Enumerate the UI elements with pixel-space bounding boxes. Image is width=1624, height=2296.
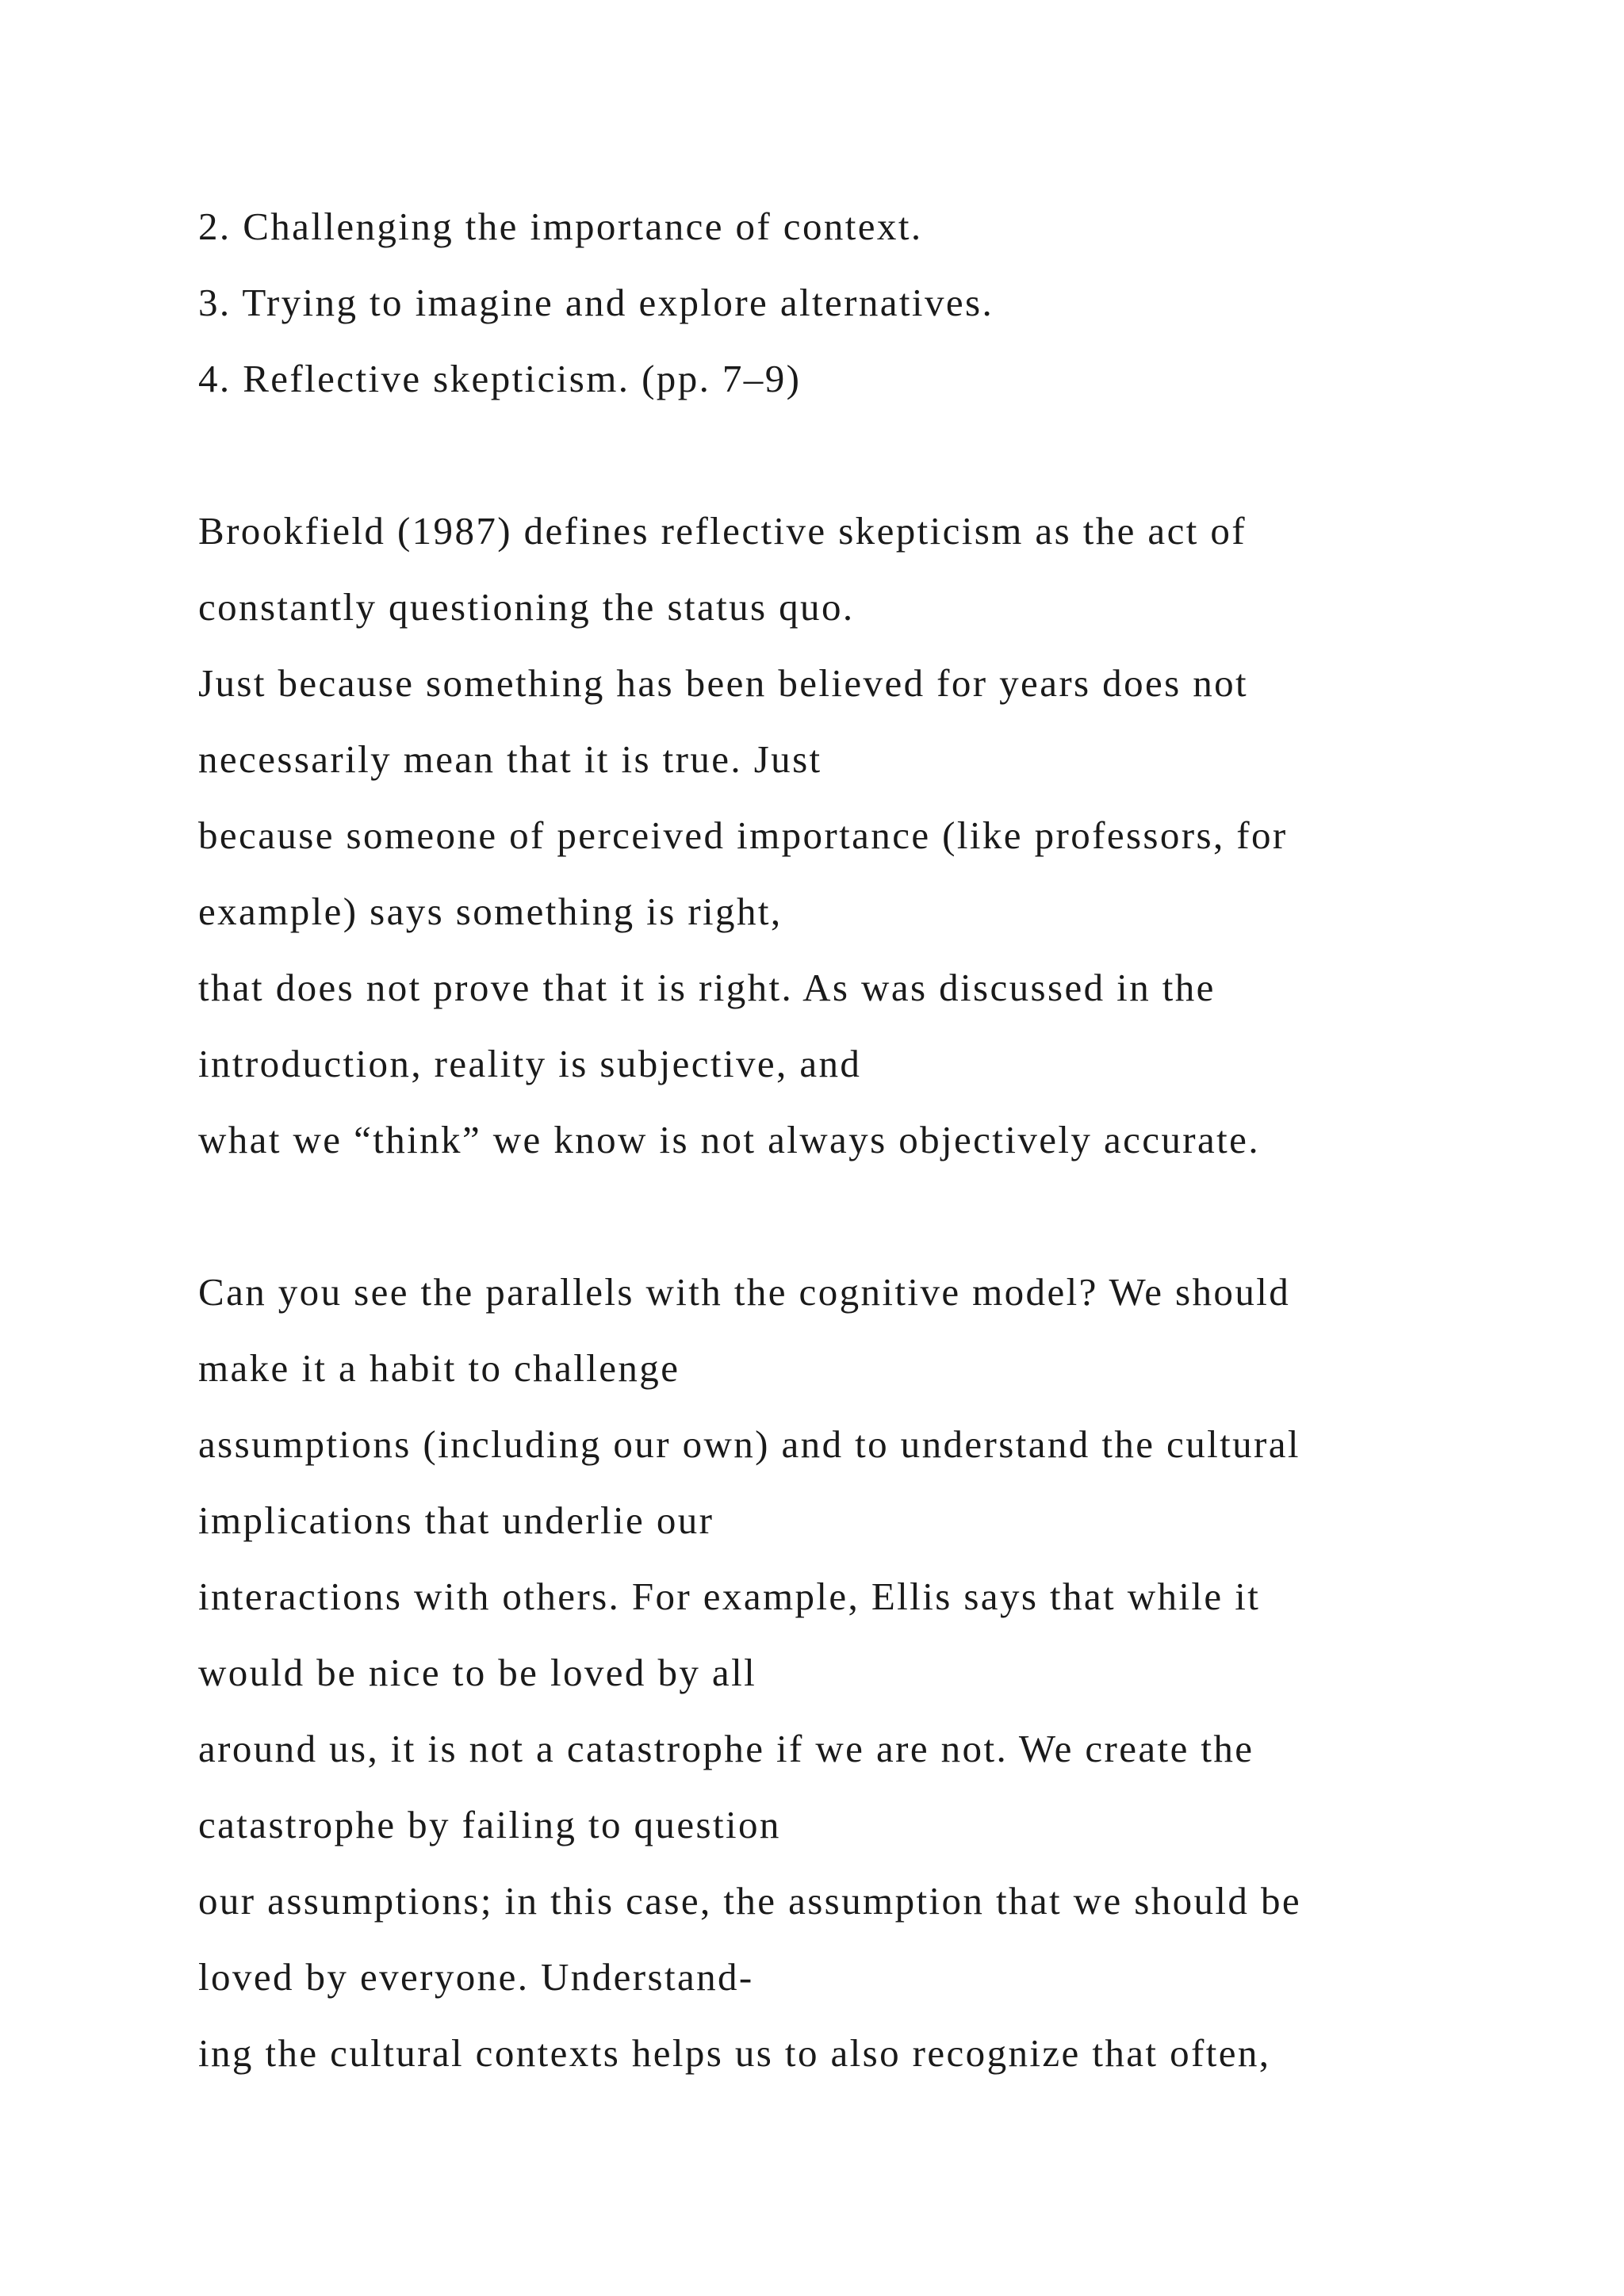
text-line: catastrophe by failing to question: [198, 1803, 781, 1846]
paragraph-cognitive-model: [198, 1254, 1499, 2091]
text-line: around us, it is not a catastrophe if we are not. We create the: [198, 1727, 1254, 1770]
text-line: Can you see the parallels with the cognitive model? We should: [198, 1270, 1291, 1314]
list-item: 4. Reflective skepticism. (pp. 7–9): [198, 357, 802, 400]
text-line: ing the cultural contexts helps us to also recognize that often,: [198, 2031, 1271, 2075]
text-line: because someone of perceived importance (like professors, for: [198, 813, 1288, 857]
document-body: [198, 189, 1499, 2091]
text-line: Just because something has been believed for years does not: [198, 661, 1249, 705]
list-item: 2. Challenging the importance of context.: [198, 205, 923, 248]
text-line: what we “think” we know is not always objectively accurate.: [198, 1118, 1260, 1161]
text-line: necessarily mean that it is true. Just: [198, 737, 822, 781]
text-line: implications that underlie our: [198, 1498, 714, 1542]
text-line: our assumptions; in this case, the assumption that we should be: [198, 1879, 1302, 1923]
paragraph-spacer: [198, 417, 1499, 493]
text-line: make it a habit to challenge: [198, 1346, 680, 1390]
list-item: 3. Trying to imagine and explore alternatives.: [198, 281, 994, 324]
text-line: example) says something is right,: [198, 890, 783, 933]
paragraph-spacer: [198, 1178, 1499, 1254]
text-line: Brookfield (1987) defines reflective skepticism as the act of: [198, 509, 1247, 553]
text-line: would be nice to be loved by all: [198, 1651, 757, 1694]
text-line: interactions with others. For example, Ellis says that while it: [198, 1575, 1261, 1618]
text-line: constantly questioning the status quo.: [198, 585, 855, 629]
text-line: that does not prove that it is right. As was discussed in the: [198, 966, 1216, 1009]
numbered-list: [198, 189, 1499, 417]
text-line: introduction, reality is subjective, and: [198, 1042, 862, 1085]
text-line: loved by everyone. Understand-: [198, 1955, 754, 1999]
paragraph-reflective-skepticism: [198, 493, 1499, 1178]
text-line: assumptions (including our own) and to understand the cultural: [198, 1422, 1300, 1466]
